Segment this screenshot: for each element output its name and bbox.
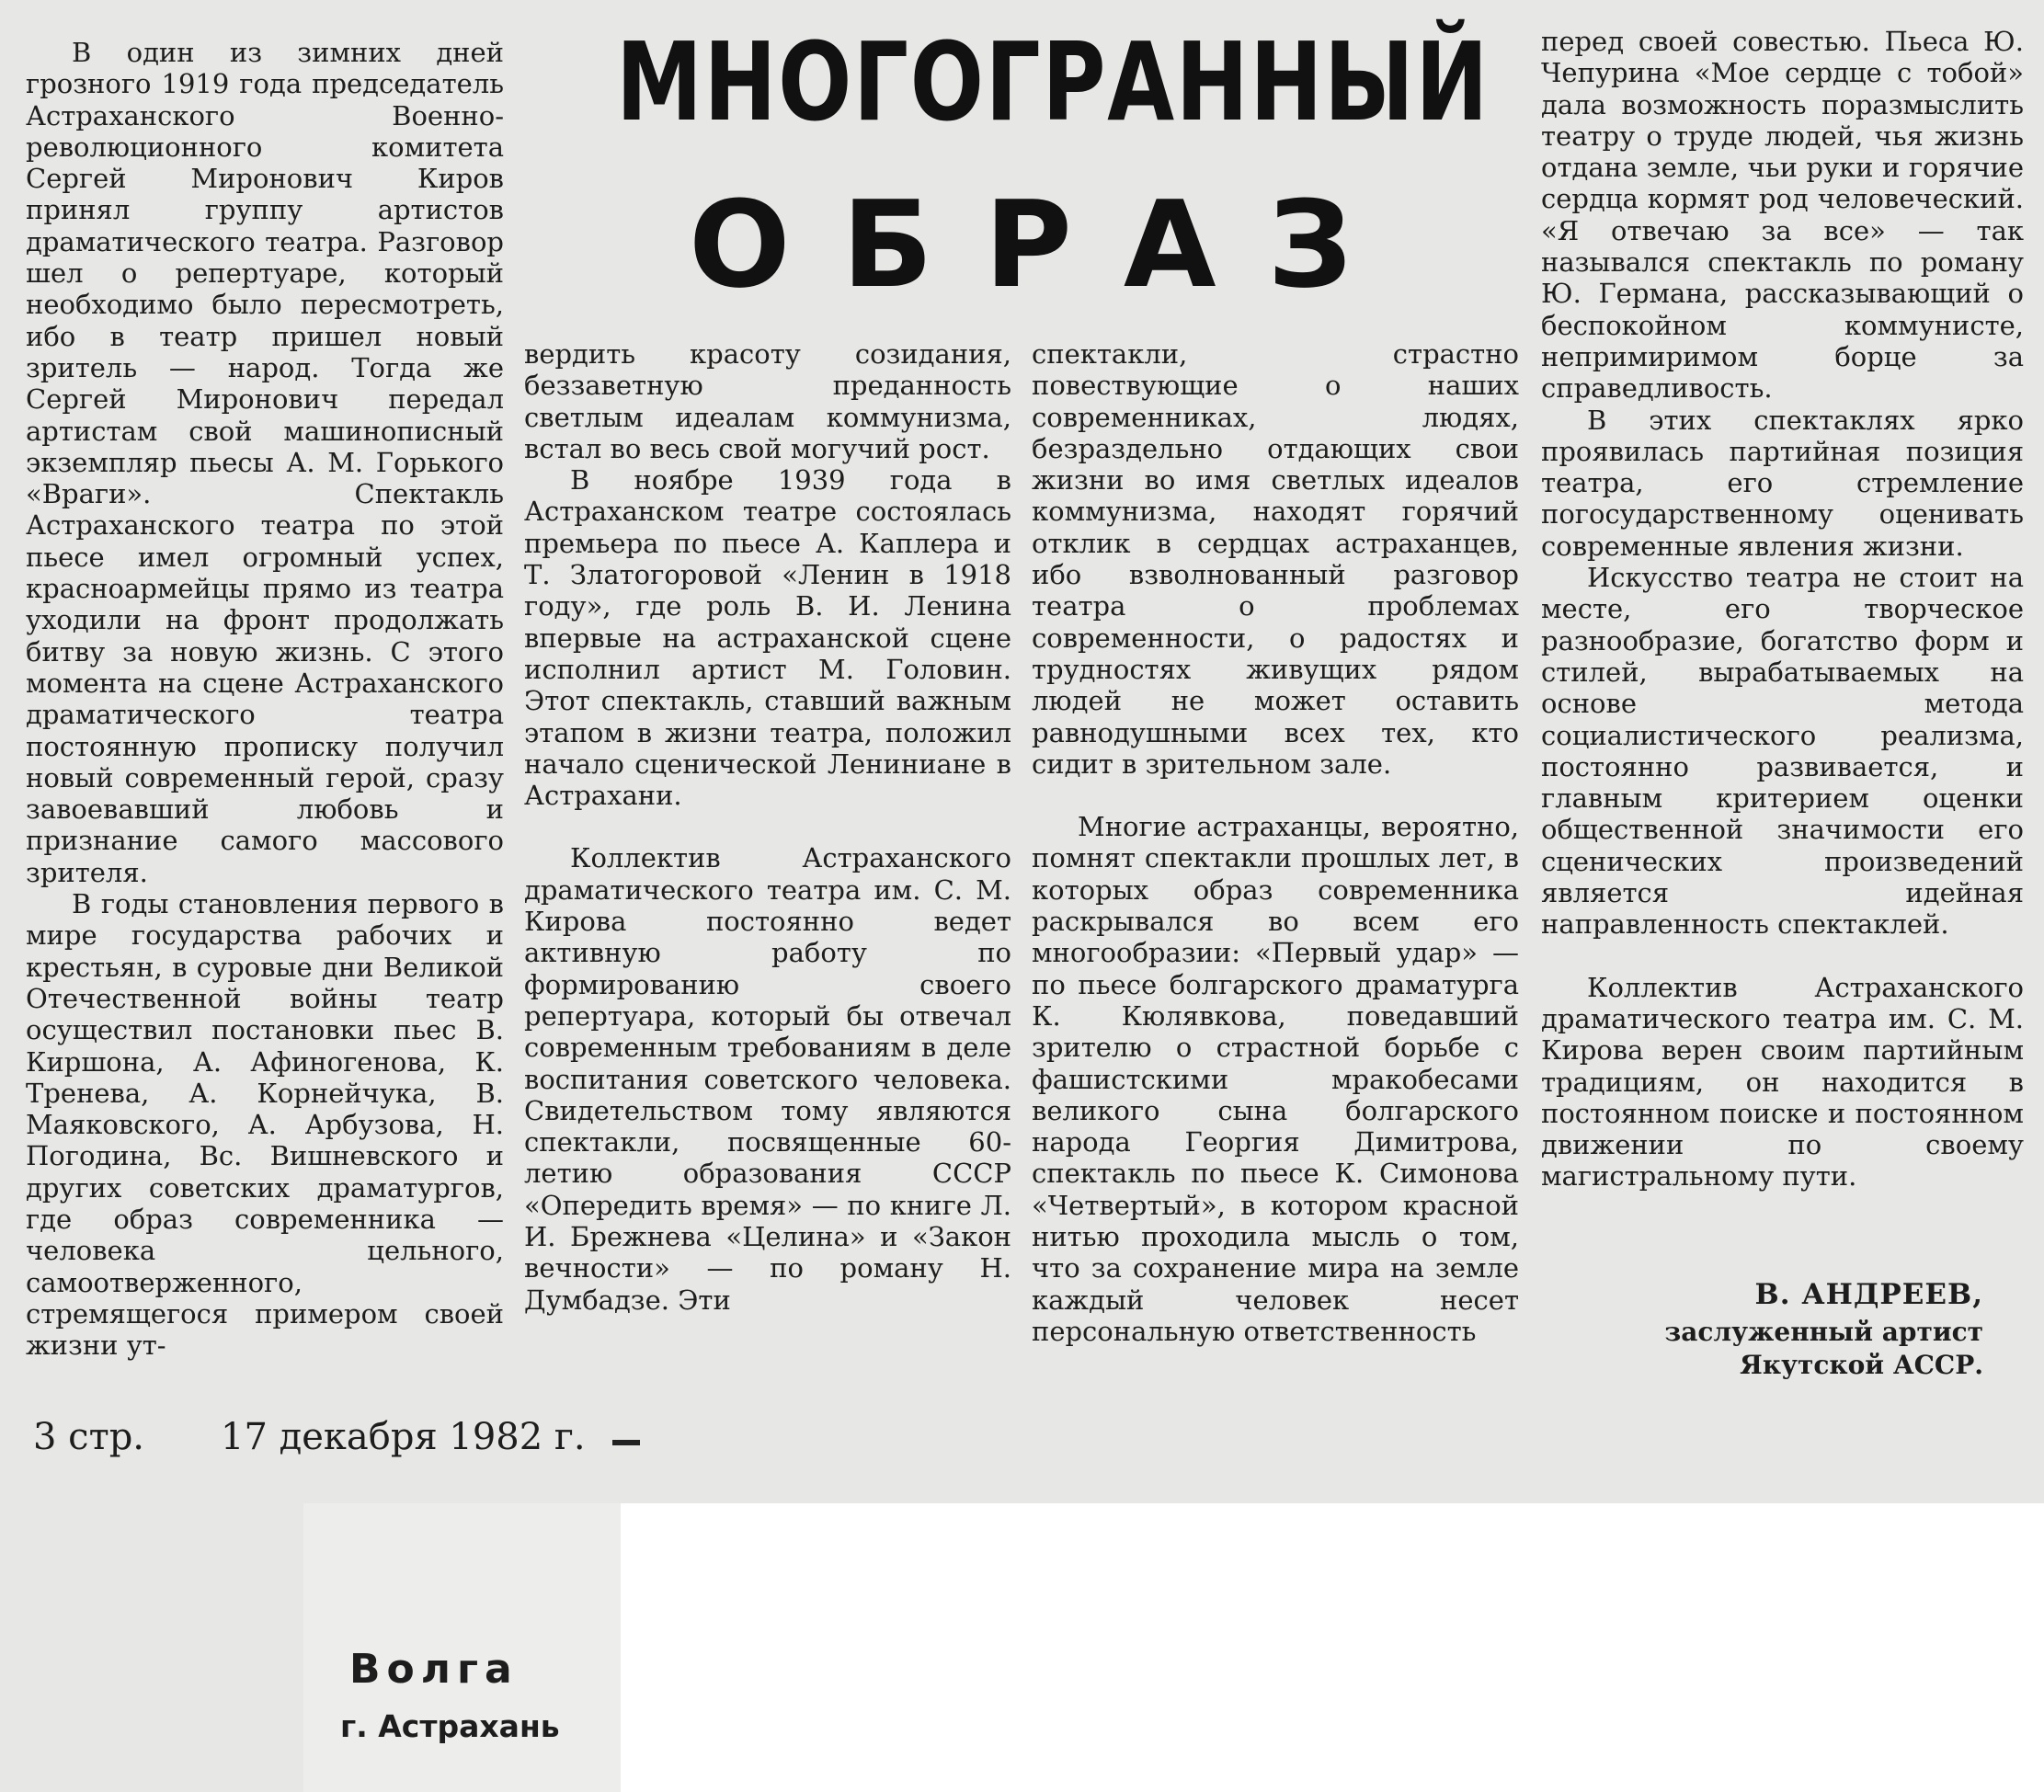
paragraph: Многие астраханцы, вероятно, помнят спектакли прошлых лет, в которых образ современника раскрывался во всем его многообразии: «Первый удар» — по пьесе болгарского драматурга К. Кюлявкова, поведавший зрителю о страстной борьбе с фашистскими мракобесами великого сына болгарского народа Георгия Димитрова, спектакль по пьесе К. Симонова «Четвертый», в котором красной нитью проходила мысль о том, что за сохранение мира на земле каждый человек несет персональную ответственность xyxy=(1032,811,1519,1347)
newspaper-city-stamp: г. Астрахань xyxy=(340,1708,560,1744)
paragraph: В один из зимних дней грозного 1919 года председатель Астраханского Военно-революционного комитета Сергей Миронович Киров принял группу артистов драматического театра. Разговор шел о репертуаре, который необходимо было пересмотреть, ибо в театр пришел новый зритель — народ. Тогда же Сергей Миронович передал артистам свой машинописный экземпляр пьесы А. М. Горького «Враги». Спектакль Астраханского театра по этой пьесе имел огромный успех, красноармейцы прямо из театра уходили на фронт продолжать битву за новую жизнь. С этого момента на сцене Астраханского драматического театра постоянную прописку получил новый современный герой, сразу завоевавший любовь и признание самого массового зрителя. xyxy=(26,37,504,888)
paragraph: перед своей совестью. Пьеса Ю. Чепурина «Мое сердце с тобой» дала возможность поразмыслить театру о труде людей, чья жизнь отдана земле, чьи руки и горячие сердца кормят род человеческий. «Я отвечаю за все» — так назывался спектакль по роману Ю. Германа, рассказывающий о беспокойном коммунисте, непримиримом борце за справедливость. xyxy=(1541,26,2024,405)
article-column-4 xyxy=(1541,26,2024,1221)
author-title-line-1: заслуженный артист xyxy=(1664,1317,1983,1347)
article-column-2 xyxy=(524,338,1011,1396)
newspaper-name-stamp: Волга xyxy=(349,1646,519,1693)
footer-dash xyxy=(612,1440,640,1445)
headline-line-1: МНОГОГРАННЫЙ xyxy=(616,18,1490,145)
paragraph: Коллектив Астраханского драматического театра им. С. М. Кирова постоянно ведет активную работу по формированию своего репертуара, который бы отвечал современным требованиям в деле воспитания советского человека. Свидетельством тому являются спектакли, посвященные 60-летию образования СССР «Опередить время» — по книге Л. И. Брежнева «Целина» и «Закон вечности» — по роману Н. Думбадзе. Эти xyxy=(524,842,1011,1316)
article-column-1 xyxy=(26,37,504,1398)
author-name: В. АНДРЕЕВ, xyxy=(1754,1278,1983,1311)
clipping-tab xyxy=(0,1503,303,1792)
page-number: 3 стр. xyxy=(33,1416,145,1458)
paragraph: спектакли, страстно повествующие о наших современниках, людях, безраздельно отдающих свои жизни во имя светлых идеалов коммунизма, находят горячий отклик в сердцах астраханцев, ибо взволнованный разговор театра о проблемах современности, о радостях и трудностях живущих рядом людей не может оставить равнодушными всех тех, кто сидит в зрительном зале. xyxy=(1032,338,1519,780)
article-column-3 xyxy=(1032,338,1519,1396)
paragraph: вердить красоту созидания, беззаветную преданность светлым идеалам коммунизма, встал во весь свой могучий рост. xyxy=(524,338,1011,464)
headline-line-2: ОБРАЗ xyxy=(689,175,1404,314)
paragraph: Коллектив Астраханского драматического театра им. С. М. Кирова верен своим партийным традициям, он находится в постоянном поиске и постоянном движении по своему магистральному пути. xyxy=(1541,971,2024,1193)
paragraph: В ноябре 1939 года в Астраханском театре состоялась премьера по пьесе А. Каплера и Т. Златогоровой «Ленин в 1918 году», где роль В. И. Ленина впервые на астраханской сцене исполнил артист М. Головин. Этот спектакль, ставший важным этапом в жизни театра, положил начало сценической Лениниане в Астрахани. xyxy=(524,464,1011,812)
paragraph: В годы становления первого в мире государства рабочих и крестьян, в суровые дни Великой Отечественной войны театр осуществил постановки пьес В. Киршона, А. Афиногенова, К. Тренева, А. Корнейчука, В. Маяковского, А. Арбузова, Н. Погодина, Вс. Вишневского и других советских драматургов, где образ современника — человека цельного, самоотверженного, стремящегося примером своей жизни ут- xyxy=(26,888,504,1362)
publication-date: 17 декабря 1982 г. xyxy=(221,1416,586,1458)
author-title-line-2: Якутской АССР. xyxy=(1740,1350,1983,1380)
paragraph: В этих спектаклях ярко проявилась партийная позиция театра, его стремление погосударственному оценивать современные явления жизни. xyxy=(1541,404,2024,562)
paragraph: Искусство театра не стоит на месте, его творческое разнообразие, богатство форм и стилей, вырабатываемых на основе метода социалистического реализма, постоянно развивается, и главным критерием оценки общественной значимости его сценических произведений является идейная направленность спектаклей. xyxy=(1541,562,2024,941)
